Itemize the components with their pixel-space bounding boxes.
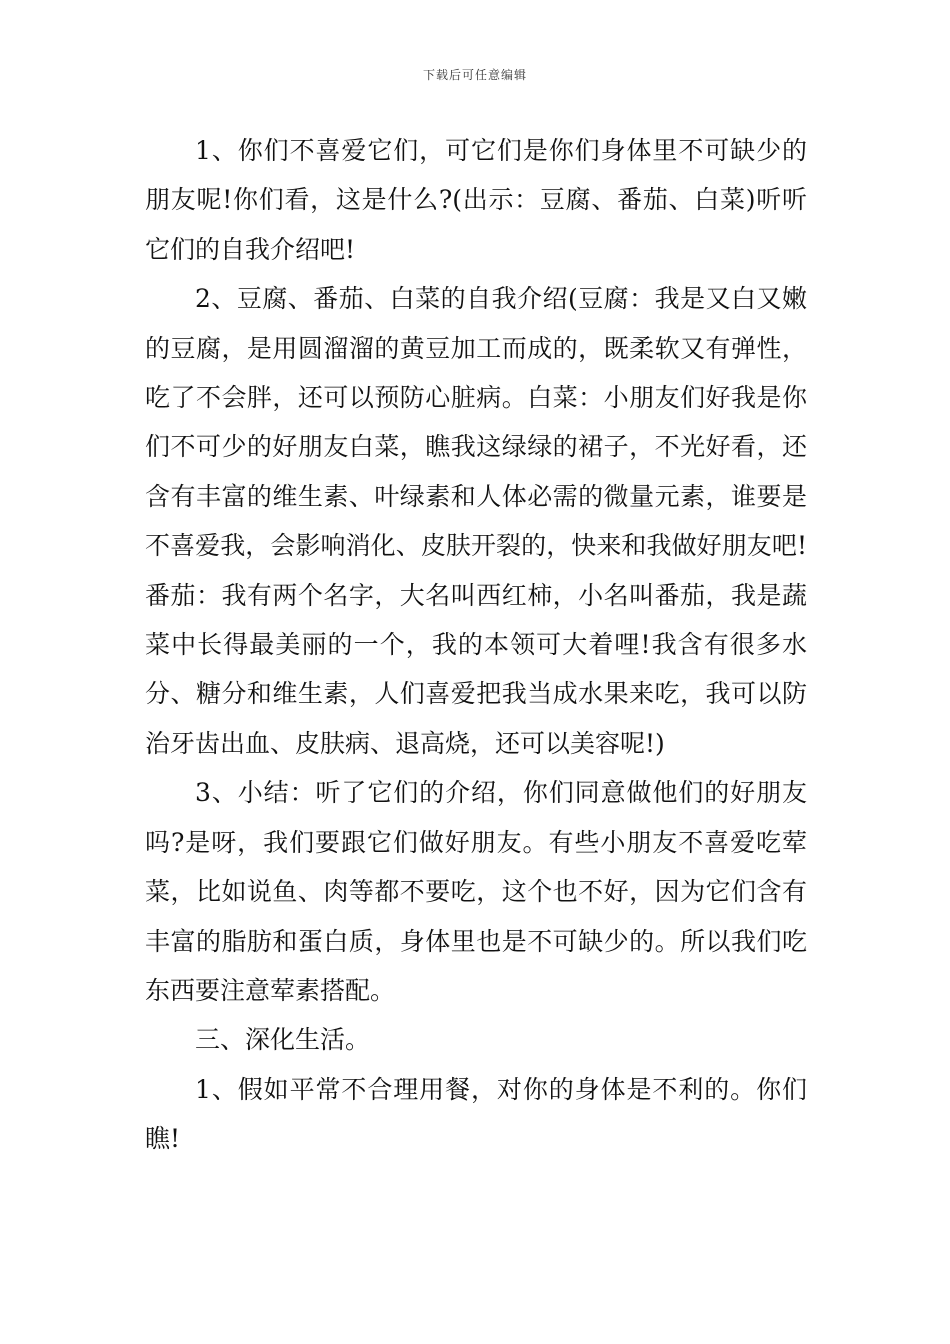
page-header: 下载后可任意编辑 [422,68,527,82]
paragraph: 2、豆腐、番茄、白菜的自我介绍(豆腐：我是又白又嫩的豆腐，是用圆溜溜的黄豆加工而成的，既柔软又有弹性，吃了不会胖，还可以预防心脏病。白菜：小朋友们好我是你们不可少的好朋友白菜，瞧我这绿绿的裙子，不光好看，还含有丰富的维生素、叶绿素和人体必需的微量元素，谁要是不喜爱我，会影响消化、皮肤开裂的，快来和我做好朋友吧!番茄：我有两个名字，大名叫西红柿，小名叫番茄，我是蔬菜中长得最美丽的一个，我的本领可大着哩!我含有很多水分、糖分和维生素，人们喜爱把我当成水果来吃，我可以防治牙齿出血、皮肤病、退高烧，还可以美容呢!) [145,284,807,758]
paragraph: 1、假如平常不合理用餐，对你的身体是不利的。你们瞧! [145,1074,807,1154]
document-body [145,126,807,1164]
paragraph: 1、你们不喜爱它们，可它们是你们身体里不可缺少的朋友呢!你们看，这是什么?(出示：豆腐、番茄、白菜)听听它们的自我介绍吧! [145,136,807,264]
paragraph: 3、小结：听了它们的介绍，你们同意做他们的好朋友吗?是呀，我们要跟它们做好朋友。有些小朋友不喜爱吃荤菜，比如说鱼、肉等都不要吃，这个也不好，因为它们含有丰富的脂肪和蛋白质，身体里也是不可缺少的。所以我们吃东西要注意荤素搭配。 [145,778,807,1005]
section-heading: 三、深化生活。 [195,1025,371,1055]
